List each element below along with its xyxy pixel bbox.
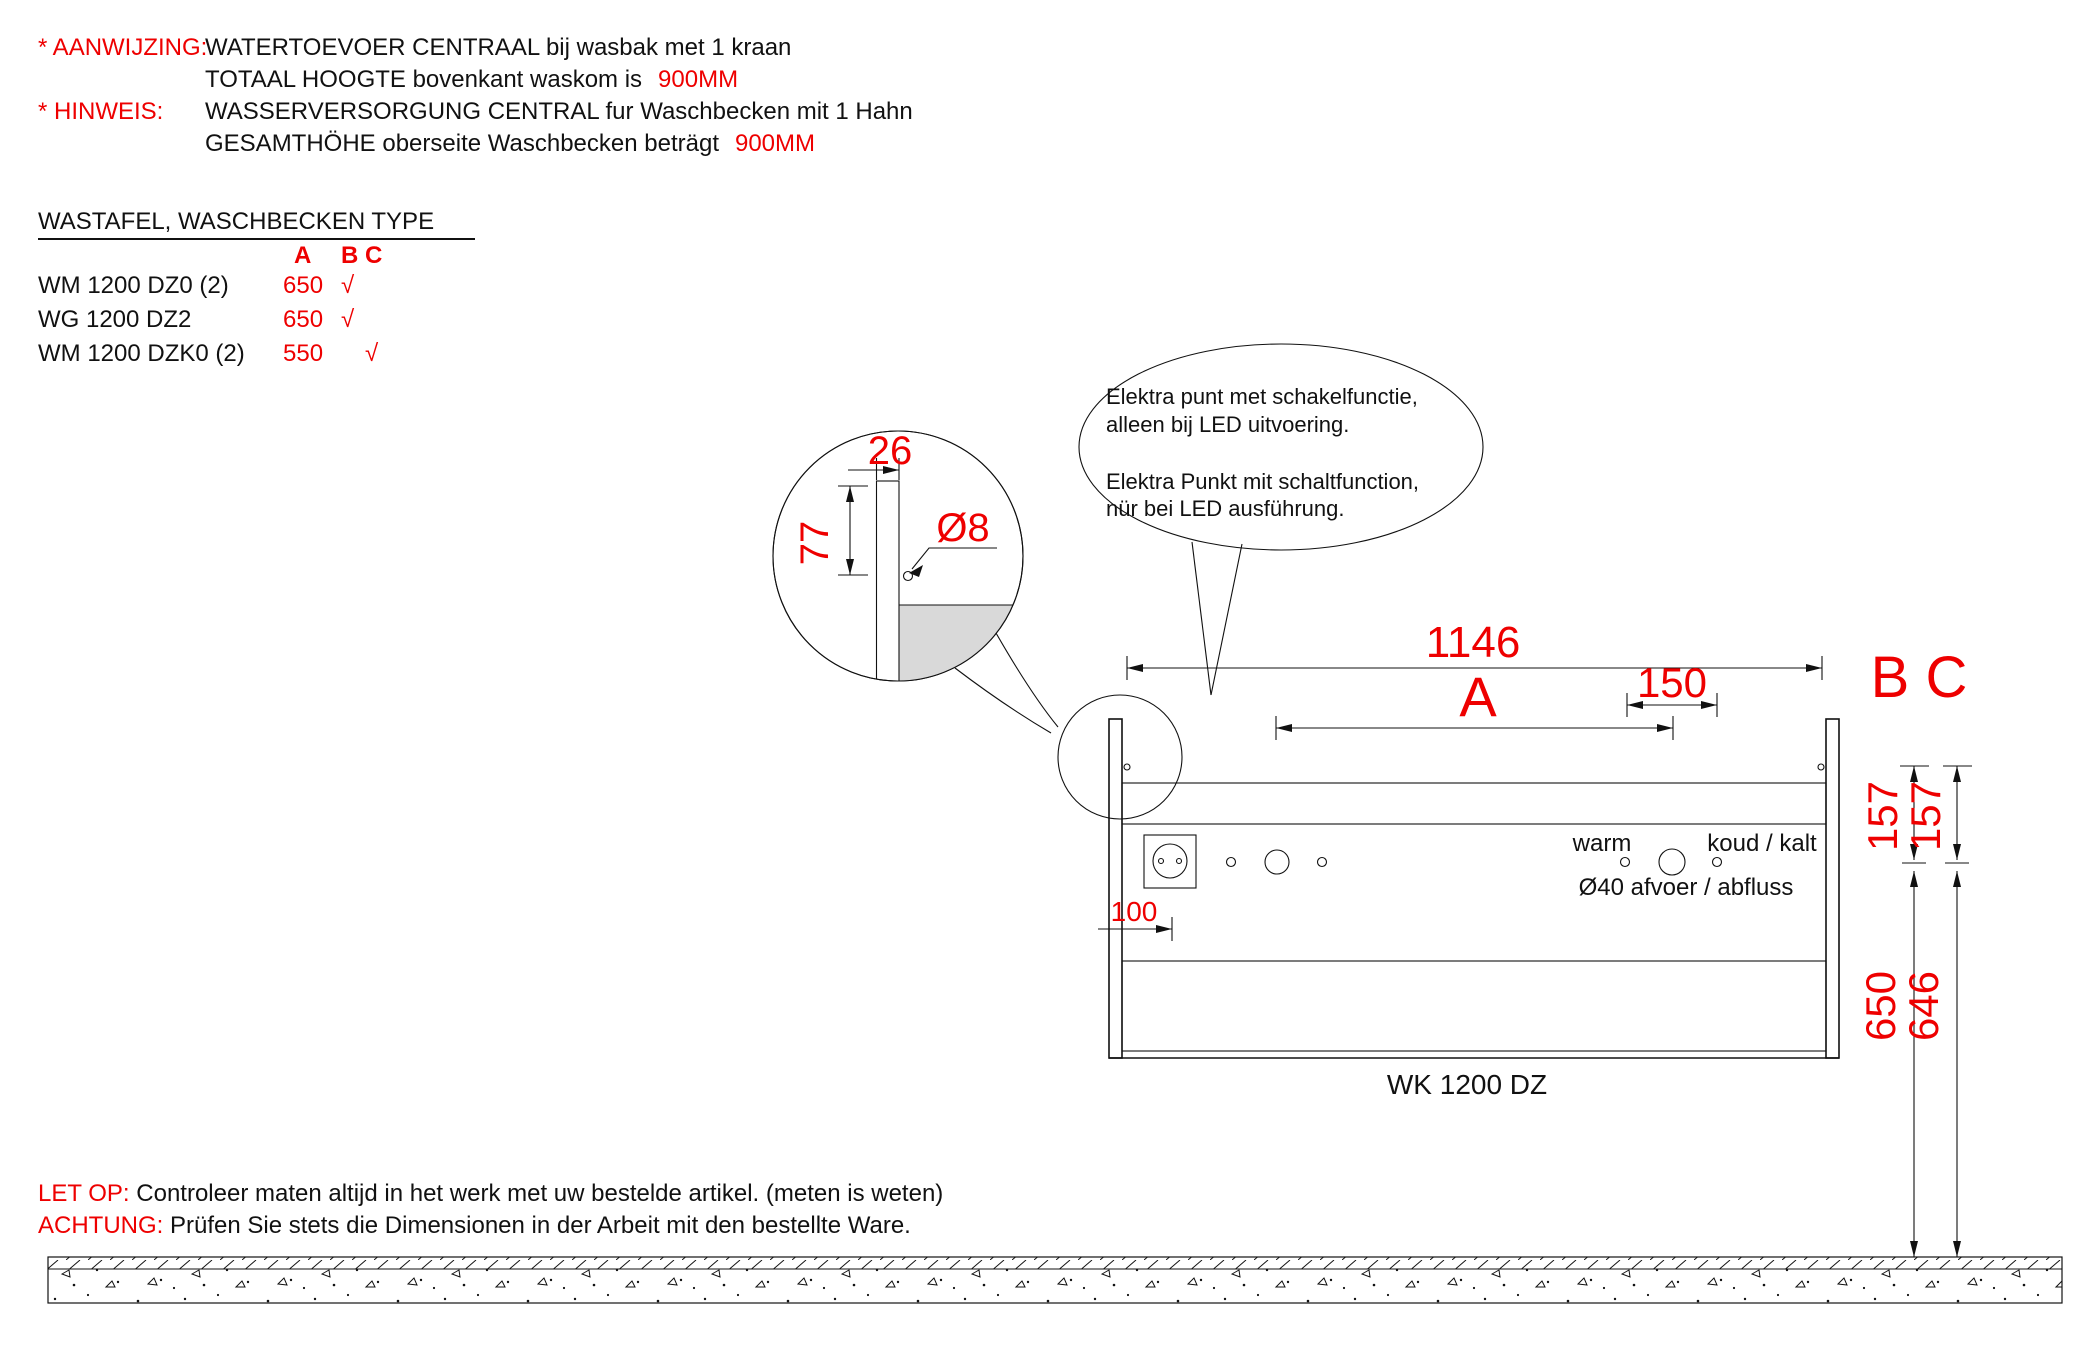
drain-hole (1659, 849, 1685, 875)
gesamthoehe-value: 900MM (734, 130, 816, 157)
type-b-check: √ (341, 306, 355, 333)
totaal-hoogte-value: 900MM (658, 66, 739, 93)
let-op-label: LET OP: (38, 1180, 130, 1207)
dim-panel-thickness (848, 429, 912, 480)
dim-650-label: 650 (1857, 970, 1904, 1042)
type-name: WM 1200 DZK0 (2) (38, 340, 245, 367)
magnifier-tail (955, 668, 1051, 733)
aanwijzing-text: WATERTOEVOER CENTRAAL bij wasbak met 1 kraan (205, 34, 792, 61)
let-op-text: Controleer maten altijd in het werk met uw bestelde artikel. (meten is weten) (136, 1180, 944, 1207)
col-header-b: B (341, 242, 359, 269)
panel-section (877, 481, 900, 687)
dim-tap-spacing (1627, 659, 1717, 717)
achtung-text: Prüfen Sie stets die Dimensionen in der Arbeit mit den bestellte Ware. (170, 1212, 911, 1239)
dim-hole-diameter (904, 506, 998, 581)
bubble-tail (1192, 542, 1211, 695)
dim-157-c-label: 157 (1902, 780, 1949, 852)
type-a-value: 650 (283, 272, 324, 299)
type-table-title: WASTAFEL, WASCHBECKEN TYPE (38, 208, 475, 240)
type-a-value: 650 (283, 306, 324, 333)
mounting-hole-left (1124, 764, 1130, 770)
socket-outlet (1144, 835, 1196, 888)
magnifier-source-circle (1058, 695, 1182, 819)
magnifier-tail (996, 633, 1058, 727)
bubble-text-nl-2: alleen bij LED uitvoering. (1106, 412, 1350, 437)
aanwijzing-label: * AANWIJZING: (38, 34, 208, 61)
ground-hatch-band (48, 1257, 2062, 1269)
dim-150-label: 150 (1636, 659, 1708, 706)
ground-concrete-band (48, 1269, 2062, 1303)
col-header-c: C (365, 242, 383, 269)
dim-bc-header: B C (1870, 645, 1968, 710)
totaal-hoogte-text: TOTAAL HOOGTE bovenkant waskom is (205, 66, 643, 93)
dim-100-label: 100 (1110, 896, 1158, 927)
tap-hole-cold (1713, 858, 1722, 867)
bottom-rail (1122, 961, 1826, 1051)
ground-strip (48, 1257, 2062, 1303)
dim-a-span (1276, 665, 1673, 740)
side-panel-right (1826, 719, 1839, 1058)
type-c-check: √ (365, 340, 379, 367)
col-header-a: A (294, 242, 312, 269)
mounting-hole-right (1818, 764, 1824, 770)
dim-a-label: A (1459, 665, 1497, 728)
type-a-value: 550 (283, 340, 324, 367)
hinweis-text: WASSERVERSORGUNG CENTRAL fur Waschbecken mit 1 Hahn (205, 98, 913, 125)
dim-77-label: 77 (793, 520, 837, 566)
dim-o8-label: Ø8 (936, 506, 990, 550)
achtung-label: ACHTUNG: (38, 1212, 164, 1239)
cable-hole-small-left (1227, 858, 1236, 867)
cable-hole-large (1265, 850, 1289, 874)
dim-157-b-label: 157 (1859, 780, 1906, 852)
hinweis-label: * HINWEIS: (38, 98, 164, 125)
speech-bubble (1079, 344, 1483, 695)
drain-label: Ø40 afvoer / abfluss (1578, 874, 1794, 901)
bubble-text-nl-1: Elektra punt met schakelfunctie, (1106, 384, 1418, 409)
top-rail (1122, 783, 1826, 824)
model-label: WK 1200 DZ (1386, 1069, 1548, 1100)
cabinet-body (1109, 719, 1839, 1100)
bubble-tail (1211, 544, 1242, 695)
dim-26-label: 26 (867, 429, 913, 473)
bubble-text-de-2: nür bei LED ausführung. (1106, 496, 1345, 521)
gesamthoehe-text: GESAMTHÖHE oberseite Waschbecken beträgt (205, 130, 719, 157)
cold-label: koud / kalt (1707, 830, 1817, 857)
bubble-text-de-1: Elektra Punkt mit schaltfunction, (1106, 469, 1420, 494)
dim-chain-c (1900, 766, 1972, 1257)
dim-panel-height (793, 486, 868, 575)
dim-1146-label: 1146 (1425, 618, 1521, 667)
dim-646-label: 646 (1900, 970, 1947, 1042)
type-name: WM 1200 DZ0 (2) (38, 272, 229, 299)
type-name: WG 1200 DZ2 (38, 306, 192, 333)
footer-warning-nl (38, 1180, 943, 1208)
tap-hole-warm (1621, 858, 1630, 867)
footer-warning-de (38, 1212, 911, 1240)
side-panel-left (1109, 719, 1122, 1058)
warm-label: warm (1572, 830, 1632, 857)
cable-hole-small-right (1318, 858, 1327, 867)
type-b-check: √ (341, 272, 355, 299)
